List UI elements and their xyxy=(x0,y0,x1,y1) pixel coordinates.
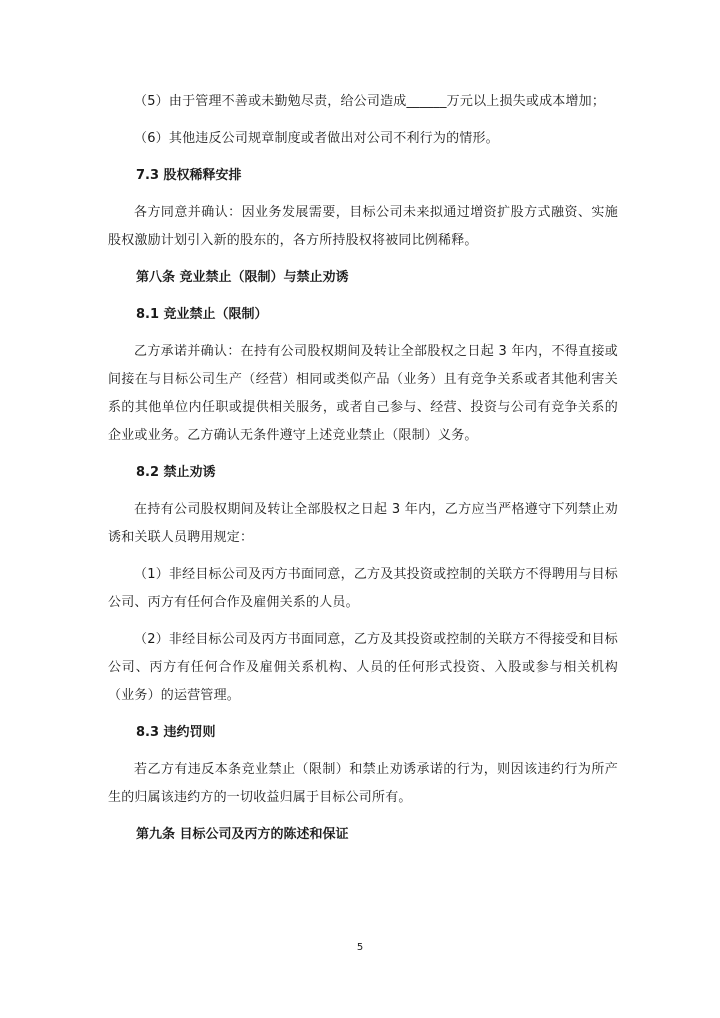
heading-8-1: 8.1 竞业禁止（限制） xyxy=(136,307,268,322)
page-number: 5 xyxy=(356,942,364,953)
clause-7-2-item-5: （5）由于管理不善或未勤勉尽责，给公司造成______万元以上损失或成本增加； xyxy=(134,94,606,109)
heading-8-2: 8.2 禁止劝诱 xyxy=(136,465,216,480)
clause-8-2-item-2: （2）非经目标公司及丙方书面同意，乙方及其投资或控制的关联方不得接受和目标公司、丙方有任何合作及雇佣关系机构、人员的任何形式投资、入股或参与相关机构（业务）的运营管理。 xyxy=(108,632,618,703)
clause-7-3-body: 各方同意并确认：因业务发展需要，目标公司未来拟通过增资扩股方式融资、实施股权激励计划引入新的股东的，各方所持股权将被同比例稀释。 xyxy=(108,205,618,248)
clause-7-2-item-6: （6）其他违反公司规章制度或者做出对公司不利行为的情形。 xyxy=(134,131,499,146)
heading-8-3: 8.3 违约罚则 xyxy=(136,725,216,740)
clause-8-2-body: 在持有公司股权期间及转让全部股权之日起 3 年内，乙方应当严格遵守下列禁止劝诱和关联人员聘用规定： xyxy=(108,502,618,545)
clause-8-2-item-1: （1）非经目标公司及丙方书面同意，乙方及其投资或控制的关联方不得聘用与目标公司、丙方有任何合作及雇佣关系的人员。 xyxy=(108,567,618,610)
page-body xyxy=(108,88,618,858)
clause-8-1-body: 乙方承诺并确认：在持有公司股权期间及转让全部股权之日起 3 年内，不得直接或间接在与目标公司生产（经营）相同或类似产品（业务）且有竞争关系或者其他利害关系的其他单位内任职或提供相关服务，或者自己参与、经营、投资与公司有竞争关系的企业或业务。乙方确认无条件遵守上述竞业禁止（限制）义务。 xyxy=(108,344,618,443)
clause-8-3-body: 若乙方有违反本条竞业禁止（限制）和禁止劝诱承诺的行为，则因该违约行为所产生的归属该违约方的一切收益归属于目标公司所有。 xyxy=(108,762,618,805)
heading-article-8: 第八条 竞业禁止（限制）与禁止劝诱 xyxy=(136,270,349,285)
heading-7-3: 7.3 股权稀释安排 xyxy=(136,168,242,183)
heading-article-9: 第九条 目标公司及丙方的陈述和保证 xyxy=(136,827,349,842)
